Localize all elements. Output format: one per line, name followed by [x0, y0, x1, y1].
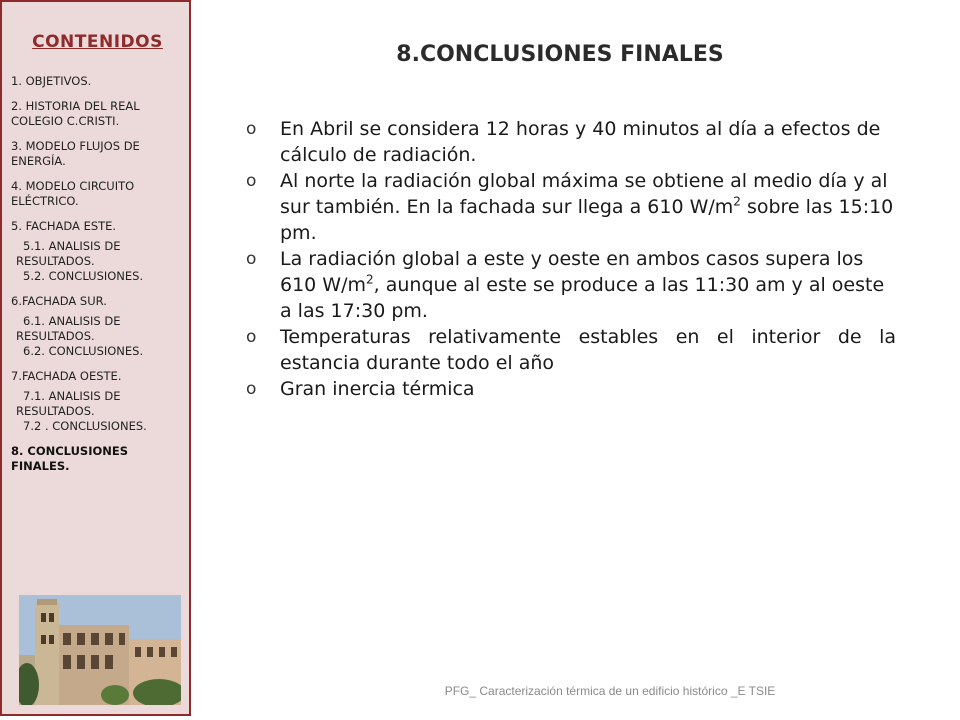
building-photo [19, 595, 181, 705]
toc-item-flujos[interactable]: 3. MODELO FLUJOS DE ENERGÍA. [11, 139, 140, 168]
list-item: o En Abril se considera 12 horas y 40 minutos al día a efectos de cálculo de radiación. [246, 118, 881, 166]
bullet-marker: o [246, 171, 257, 191]
conclusions-list [246, 116, 896, 402]
list-item: o Gran inercia térmica [246, 378, 475, 400]
table-of-contents [11, 74, 187, 484]
list-item: o La radiación global a este y oeste en ambos casos supera los 610 $W/m^2$, aunque al este se produce a las 11:30 am y al oeste a las 17:30 pm. [246, 248, 885, 322]
toc-item-objetivos[interactable]: 1. OBJETIVOS. [11, 74, 92, 88]
toc-subitems-sur[interactable]: 6.1. ANALISIS DE RESULTADOS. 6.2. CONCLUSIONES. [16, 314, 144, 358]
sidebar-title: CONTENIDOS [32, 32, 163, 52]
toc-item-fachada-oeste[interactable]: 7.FACHADA OESTE. [11, 369, 122, 383]
sidebar [0, 0, 191, 716]
bullet-marker: o [246, 327, 257, 347]
toc-item-fachada-sur[interactable]: 6.FACHADA SUR. [11, 294, 107, 308]
footer-text: PFG_ Caracterización térmica de un edificio histórico _E TSIE [444, 684, 776, 698]
list-item: o Al norte la radiación global máxima se obtiene al medio día y al sur también. En la fachada sur llega a 610 $W/m^2$ sobre las 15:10 pm. [246, 170, 894, 244]
toc-subitems-este[interactable]: 5.1. ANALISIS DE RESULTADOS. 5.2. CONCLUSIONES. [16, 239, 144, 283]
toc-item-historia[interactable]: 2. HISTORIA DEL REAL COLEGIO C.CRISTI. [11, 99, 140, 128]
toc-subitems-oeste[interactable]: 7.1. ANALISIS DE RESULTADOS. 7.2 . CONCLUSIONES. [16, 389, 147, 433]
page-title: 8.CONCLUSIONES FINALES [396, 42, 724, 67]
bullet-marker: o [246, 119, 257, 139]
toc-item-fachada-este[interactable]: 5. FACHADA ESTE. [11, 219, 117, 233]
toc-item-conclusiones-finales[interactable]: 8. CONCLUSIONES FINALES. [11, 444, 129, 473]
toc-item-circuito[interactable]: 4. MODELO CIRCUITO ELÉCTRICO. [11, 179, 135, 208]
bullet-marker: o [246, 249, 257, 269]
bullet-marker: o [246, 379, 257, 399]
list-item: o Temperaturas relativamente estables en el interior de la estancia durante todo el año [246, 326, 896, 374]
